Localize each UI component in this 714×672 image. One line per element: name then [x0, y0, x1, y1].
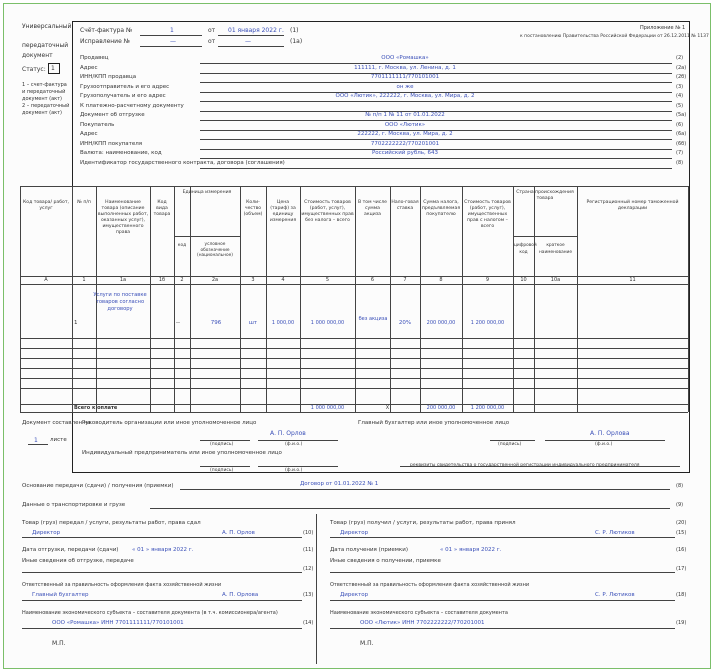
- seller-row-code: (6а): [676, 131, 687, 137]
- table-row-line: [20, 412, 688, 413]
- seller-row-value: № п/п 1 № 11 от 01.01.2022: [365, 112, 445, 118]
- basis-line: [180, 489, 670, 490]
- basis-label: Основание передачи (сдачи) / получения (приемки): [22, 483, 174, 489]
- left-title: Товар (груз) передал / услуги, результаты работ, права сдал: [22, 520, 201, 526]
- sf-label: Счёт-фактура №: [80, 27, 133, 34]
- side-legend-1: 1 – счет-фактура: [22, 82, 67, 88]
- seller-row-line: [200, 82, 672, 83]
- lower-divider: [316, 514, 317, 664]
- sf-code-1: (1): [290, 27, 299, 34]
- seller-row-code: (8): [676, 160, 684, 166]
- head-fio-cap: (ф.и.о.): [285, 442, 303, 447]
- right-resp-name: С. Р. Лютиков: [595, 592, 635, 598]
- left-resp-label: Ответственный за правильность оформления факта хозяйственной жизни: [22, 582, 222, 588]
- accountant-label: Главный бухгалтер или иное уполномоченное лицо: [358, 420, 510, 426]
- ip-requisites: реквизиты свидетельства о государственной регистрации индивидуального предпринимателя: [410, 463, 640, 468]
- right-other-label: Иные сведения о получении, приемке: [330, 558, 441, 564]
- table-col-number: 1а: [119, 277, 127, 283]
- left-resp-name: А. П. Орлова: [222, 592, 259, 598]
- table-col-number: А: [44, 277, 48, 283]
- seller-row-line: [200, 158, 672, 159]
- seller-row-code: (6): [676, 122, 684, 128]
- table-header: В том числе сумма акциза: [357, 200, 387, 217]
- table-header: Стоимость товаров (работ, услуг), имущественных прав без налога – всего: [301, 200, 354, 223]
- row-price: 1 000 000,00: [310, 320, 345, 326]
- right-sign-line: [330, 537, 675, 538]
- side-status-label: Статус:: [22, 66, 46, 73]
- seller-row-code: (5а): [676, 112, 687, 118]
- seller-row-code: (3): [676, 84, 684, 90]
- code-9: (9): [676, 502, 684, 508]
- table-header: Единица измерения: [182, 190, 232, 195]
- right-date-label: Дата получения (приемки): [330, 547, 408, 553]
- left-resp-line: [22, 600, 302, 601]
- right-code-a: (15): [676, 530, 687, 536]
- top-note: Приложение № 1: [640, 25, 686, 31]
- table-header: Стоимость товаров (работ, услуг), имущественных прав с налогом – всего: [464, 200, 511, 229]
- table-col-number: 7: [403, 277, 407, 283]
- left-entity-line: [22, 628, 302, 629]
- right-title: Товар (груз) получил / услуги, результаты работ, права принял: [330, 520, 516, 526]
- unit-name-header: условное обозначение (национальное): [197, 242, 233, 258]
- country-code-header: цифровой код: [514, 243, 537, 255]
- table-header: Код вида товара: [153, 200, 171, 217]
- side-line-2: передаточный: [22, 42, 69, 49]
- seller-row-code: (2а): [676, 65, 687, 71]
- table-header: Страна происхождения товара: [516, 190, 574, 201]
- right-resp-label: Ответственный за правильность оформления факта хозяйственной жизни: [330, 582, 530, 588]
- table-col-number: 5: [325, 277, 330, 283]
- total-tax: 200 000,00: [426, 405, 456, 411]
- table-header: Коли-чество (объем): [243, 200, 263, 217]
- seller-row-label: Грузополучатель и его адрес: [80, 93, 166, 99]
- total-all: 1 200 000,00: [470, 405, 505, 411]
- table-col-number: 10: [520, 277, 527, 283]
- seller-row-label: Документ об отгрузке: [80, 112, 145, 118]
- right-entity-line: [330, 628, 675, 629]
- table-col-number: 4: [281, 277, 285, 283]
- country-name-header: краткое наименование: [539, 243, 572, 255]
- table-col-number: 9: [485, 277, 490, 283]
- table-empty-row: [20, 378, 688, 379]
- right-position: Директор: [340, 530, 369, 536]
- seller-row-line: [200, 101, 672, 102]
- side-legend-3: документ (акт): [22, 96, 63, 102]
- left-sign-line: [22, 537, 302, 538]
- seller-row-value: ООО «Лютик»: [384, 122, 426, 128]
- side-legend-4: 2 – передаточный: [22, 103, 70, 109]
- pages-value: 1: [34, 437, 38, 444]
- seller-row-code: (5): [676, 103, 684, 109]
- seller-row-value: 222222, г. Москва, ул. Мира, д. 2: [357, 131, 453, 137]
- seller-row-value: Российский рубль, 643: [371, 150, 438, 156]
- table-col-number: 2а: [211, 277, 219, 283]
- row-tax: 200 000,00: [426, 320, 456, 326]
- table-empty-row: [20, 338, 688, 339]
- sf-code-1a: (1а): [290, 38, 303, 45]
- table-header: Нало-говая ставка: [391, 200, 419, 211]
- seller-row-value: ООО «Ромашка»: [381, 55, 429, 61]
- head-name: А. П. Орлов: [270, 430, 306, 437]
- ip-label: Индивидуальный предприниматель или иное уполномоченное лицо: [82, 450, 282, 456]
- seller-row-value: 7701111111/770101001: [370, 74, 440, 80]
- row-total: 1 200 000,00: [470, 320, 505, 326]
- table-header: Код товара/ работ, услуг: [23, 200, 69, 211]
- row-unit-code: 796: [210, 320, 222, 326]
- ispr-date: —: [245, 38, 251, 45]
- acc-sign-cap: (подпись): [498, 442, 522, 447]
- basis-value: Договор от 01.01.2022 № 1: [300, 481, 379, 487]
- seller-row-label: Грузоотправитель и его адрес: [80, 84, 170, 90]
- seller-row-label: ИНН/КПП продавца: [80, 74, 137, 80]
- left-code-e: (14): [303, 620, 314, 626]
- head-sign-cap: (подпись): [210, 442, 234, 447]
- seller-row-label: Идентификатор государственного контракта, договора (соглашения): [80, 160, 285, 166]
- unit-sub-line: [174, 236, 240, 237]
- seller-row-label: Адрес: [80, 65, 98, 71]
- row-excise: без акциза: [358, 316, 388, 322]
- side-legend-2: и передаточный: [22, 89, 66, 95]
- table-empty-row: [20, 388, 688, 389]
- table-col-number: 2: [180, 277, 184, 283]
- right-name: С. Р. Лютиков: [595, 530, 635, 536]
- table-header: Сумма налога, предъявляемая покупателю: [421, 200, 461, 217]
- seller-row-line: [200, 63, 672, 64]
- table-header: Наименование товара (описание выполненных работ, оказанных услуг), имущественного права: [97, 200, 149, 235]
- left-position: Директор: [32, 530, 61, 536]
- left-code-b: (11): [303, 547, 314, 553]
- total-label: Всего к оплате: [74, 405, 118, 411]
- right-code-e: (19): [676, 620, 687, 626]
- pages-unit: листе: [50, 437, 67, 443]
- ip-fio-cap: (ф.и.о.): [285, 468, 303, 473]
- right-resp-line: [330, 600, 675, 601]
- row-qty: 1 000,00: [271, 320, 295, 326]
- left-mp: М.П.: [52, 640, 66, 647]
- seller-row-label: ИНН/КПП покупателя: [80, 141, 143, 147]
- top-note-2: к постановлению Правительства Российской Федерации от 26.12.2011 № 1137: [520, 34, 709, 39]
- seller-row-line: [200, 139, 672, 140]
- seller-row-label: Адрес: [80, 131, 98, 137]
- side-legend-5: документ (акт): [22, 110, 63, 116]
- pages-label: Документ составлен на: [22, 420, 91, 426]
- seller-row-label: Валюта: наименование, код: [80, 150, 162, 156]
- table-empty-row: [20, 358, 688, 359]
- seller-row-code: (7): [676, 150, 684, 156]
- table-header: № п/п: [77, 200, 91, 205]
- left-resp-position: Главный бухгалтер: [32, 592, 89, 598]
- total-sum: 1 000 000,00: [310, 405, 345, 411]
- right-code-c: (17): [676, 566, 687, 572]
- table-row-line: [20, 284, 688, 285]
- row-name: Услуги по поставке товаров согласно договору: [93, 292, 147, 312]
- left-other-line: [22, 572, 302, 573]
- unit-code-header: код: [177, 243, 187, 248]
- table-empty-row: [20, 368, 688, 369]
- transport-line: [150, 508, 670, 509]
- seller-row-value: 7702222222/770201001: [370, 141, 440, 147]
- accountant-name: А. П. Орлова: [590, 430, 630, 437]
- row-kind: --: [176, 320, 180, 326]
- right-code-b: (16): [676, 547, 687, 553]
- acc-fio-cap: (ф.и.о.): [595, 442, 613, 447]
- table-col-number: 11: [629, 277, 636, 283]
- table-header: Цена (тариф) за единицу измерения: [269, 200, 297, 223]
- row-no: 1: [74, 320, 78, 326]
- sf-ot: от: [208, 27, 216, 34]
- ispr-label: Исправление №: [80, 38, 130, 45]
- total-x: X: [385, 405, 390, 411]
- right-entity: ООО «Лютик» ИНН 7702222222/770201001: [360, 620, 485, 626]
- country-sub-line: [513, 236, 577, 237]
- left-code-c: (12): [303, 566, 314, 572]
- right-entity-label: Наименование экономического субъекта – составителя документа: [330, 610, 508, 616]
- row-unit-name: шт: [248, 320, 258, 326]
- status-value: 1: [51, 65, 55, 72]
- seller-row-code: (2б): [676, 74, 687, 80]
- ispr-number: —: [170, 38, 176, 45]
- side-line-1: Универсальный: [22, 23, 72, 30]
- row-rate: 20%: [398, 320, 412, 326]
- seller-row-code: (4): [676, 93, 684, 99]
- seller-row-label: Продавец: [80, 55, 109, 61]
- sf-number: 1: [170, 27, 174, 34]
- right-other-line: [330, 572, 675, 573]
- right-date: « 01 » января 2022 г.: [440, 547, 502, 553]
- left-code-d: (13): [303, 592, 314, 598]
- table-col-number: 6: [370, 277, 375, 283]
- seller-row-code: (6б): [676, 141, 687, 147]
- left-other-label: Иные сведения об отгрузке, передаче: [22, 558, 134, 564]
- sf-date: 01 января 2022 г.: [228, 27, 284, 34]
- seller-row-value: 111111, г. Москва, ул. Ленина, д. 1: [354, 65, 456, 71]
- left-code-a: (10): [303, 530, 314, 536]
- right-resp-position: Директор: [340, 592, 369, 598]
- seller-row-value: он же: [396, 84, 414, 90]
- left-date-label: Дата отгрузки, передачи (сдачи): [22, 547, 119, 553]
- table-empty-row: [20, 348, 688, 349]
- ispr-ot: от: [208, 38, 216, 45]
- side-line-3: документ: [22, 52, 53, 59]
- seller-row-value: ООО «Лютик», 222222, г. Москва, ул. Мира, д. 2: [335, 93, 475, 99]
- transport-label: Данные о транспортировке и грузе: [22, 502, 126, 508]
- table-col-line: [688, 186, 689, 412]
- table-col-number: 10а: [550, 277, 561, 283]
- ip-sign-cap: (подпись): [210, 468, 234, 473]
- table-col-number: 8: [439, 277, 443, 283]
- table-col-number: 1б: [158, 277, 166, 283]
- seller-row-label: Покупатель: [80, 122, 115, 128]
- right-code-d: (18): [676, 592, 687, 598]
- left-date: « 01 » января 2022 г.: [132, 547, 194, 553]
- left-entity-label: Наименование экономического субъекта – составителя документа (в т.ч. комиссионера/агента): [22, 610, 278, 616]
- left-entity: ООО «Ромашка» ИНН 7701111111/770101001: [52, 620, 184, 626]
- right-mp: М.П.: [360, 640, 374, 647]
- seller-row-code: (2): [676, 55, 684, 61]
- table-row-line: [20, 186, 688, 187]
- seller-row-line: [200, 120, 672, 121]
- seller-row-line: [200, 168, 672, 169]
- seller-row-label: К платежно-расчетному документу: [80, 103, 184, 109]
- table-col-number: 3: [251, 277, 255, 283]
- left-name: А. П. Орлов: [222, 530, 255, 536]
- code-20: (20): [676, 520, 687, 526]
- code-8: (8): [676, 483, 684, 489]
- head-label: Руководитель организации или иное уполномоченное лицо: [82, 420, 257, 426]
- table-col-number: 1: [82, 277, 86, 283]
- table-header: Регистрационный номер таможенной декларации: [586, 200, 679, 211]
